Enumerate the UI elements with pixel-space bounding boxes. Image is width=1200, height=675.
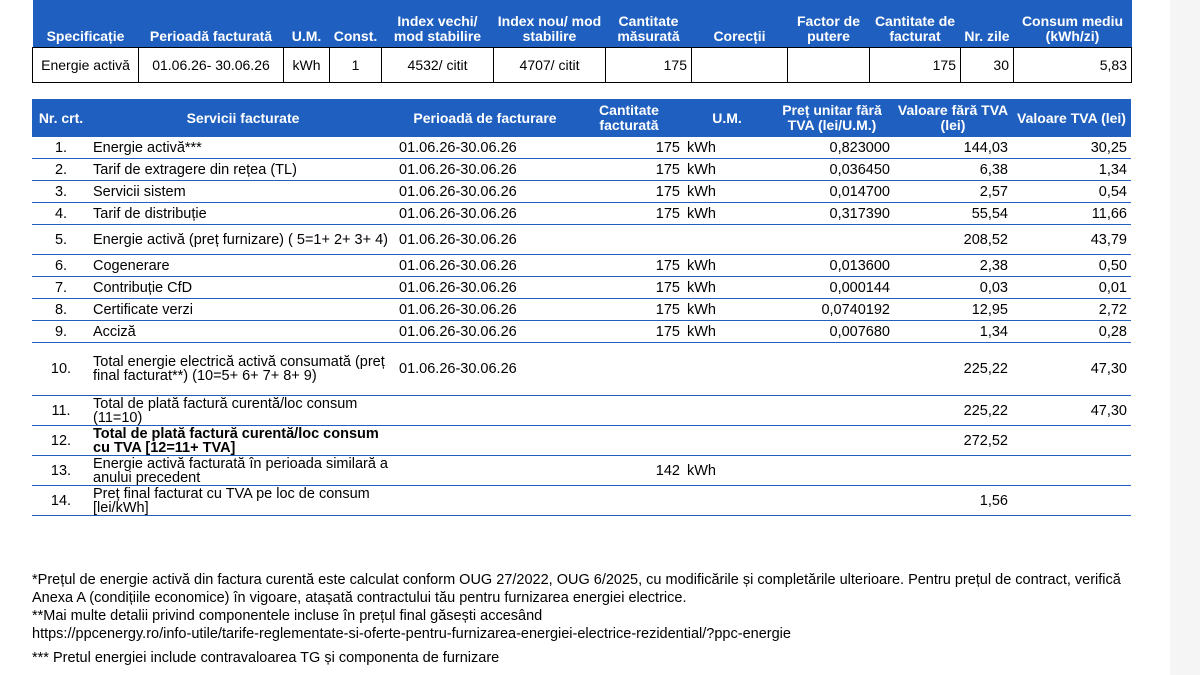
- footnote-3: *** Pretul energiei include contravaloarea TG și componenta de furnizare: [32, 650, 500, 666]
- cell-qty: 175: [574, 277, 684, 299]
- cell-value: 1,56: [894, 486, 1012, 516]
- table-row: [32, 426, 1131, 456]
- cell-um: kWh: [684, 203, 770, 225]
- cell-unit-price: 0,036450: [770, 159, 894, 181]
- meter-header-cell: Corecții: [692, 0, 788, 48]
- cell-vat: 1,34: [1012, 159, 1131, 181]
- cell-qty: 175: [574, 255, 684, 277]
- cell-um: [684, 486, 770, 516]
- cell-um: kWh: [684, 255, 770, 277]
- cell-value: 2,57: [894, 181, 1012, 203]
- cell-value: 144,03: [894, 137, 1012, 159]
- meter-reading-table: [32, 0, 1132, 83]
- cell-nr: 13.: [32, 456, 90, 486]
- footnote-link[interactable]: https://ppcenergy.ro/info-utile/tarife-reglementate-si-oferte-pentru-furnizarea-energiei-electrice-rezidential/?ppc-energie: [32, 626, 791, 642]
- cell-unit-price: 0,0740192: [770, 299, 894, 321]
- cell-period: [396, 456, 574, 486]
- table-row: [32, 225, 1131, 255]
- cell-nr: 4.: [32, 203, 90, 225]
- cell-value: 2,38: [894, 255, 1012, 277]
- meter-data-row: [33, 48, 1132, 83]
- cell-service: Total energie electrică activă consumată (preț final facturat**) (10=5+ 6+ 7+ 8+ 9): [90, 343, 396, 396]
- cell-unit-price: [770, 426, 894, 456]
- cell-um: kWh: [684, 456, 770, 486]
- meter-measured: 175: [606, 48, 692, 83]
- cell-value: [894, 456, 1012, 486]
- cell-nr: 5.: [32, 225, 90, 255]
- cell-qty: 175: [574, 299, 684, 321]
- meter-old-index: 4532/ citit: [382, 48, 494, 83]
- cell-um: kWh: [684, 321, 770, 343]
- cell-unit-price: [770, 486, 894, 516]
- cell-service: Energie activă***: [90, 137, 396, 159]
- meter-header-cell: Factor de putere: [788, 0, 870, 48]
- header-period: Perioadă de facturare: [396, 99, 574, 137]
- cell-period: [396, 486, 574, 516]
- table-row: [32, 321, 1131, 343]
- cell-qty: 142: [574, 456, 684, 486]
- cell-qty: 175: [574, 203, 684, 225]
- cell-vat: 43,79: [1012, 225, 1131, 255]
- cell-um: [684, 396, 770, 426]
- cell-period: 01.06.26-30.06.26: [396, 181, 574, 203]
- cell-nr: 9.: [32, 321, 90, 343]
- cell-qty: [574, 396, 684, 426]
- cell-value: 208,52: [894, 225, 1012, 255]
- cell-unit-price: 0,013600: [770, 255, 894, 277]
- cell-service: Total de plată factură curentă/loc consum cu TVA [12=11+ TVA]: [90, 426, 396, 456]
- meter-header-cell: Consum mediu (kWh/zi): [1014, 0, 1132, 48]
- services-body: [32, 137, 1131, 516]
- cell-period: [396, 396, 574, 426]
- cell-um: kWh: [684, 137, 770, 159]
- cell-service: Preț final facturat cu TVA pe loc de consum [lei/kWh]: [90, 486, 396, 516]
- cell-nr: 8.: [32, 299, 90, 321]
- table-row: [32, 137, 1131, 159]
- cell-qty: 175: [574, 159, 684, 181]
- cell-service: Tarif de extragere din rețea (TL): [90, 159, 396, 181]
- cell-period: 01.06.26-30.06.26: [396, 137, 574, 159]
- meter-header-cell: Nr. zile: [961, 0, 1014, 48]
- scrollbar-track[interactable]: [1170, 0, 1200, 675]
- meter-period: 01.06.26- 30.06.26: [139, 48, 284, 83]
- cell-nr: 1.: [32, 137, 90, 159]
- cell-period: 01.06.26-30.06.26: [396, 321, 574, 343]
- table-row: [32, 343, 1131, 396]
- meter-header-cell: Cantitate de facturat: [870, 0, 961, 48]
- meter-const: 1: [330, 48, 382, 83]
- cell-qty: 175: [574, 181, 684, 203]
- cell-qty: [574, 486, 684, 516]
- cell-vat: [1012, 486, 1131, 516]
- meter-avg: 5,83: [1014, 48, 1132, 83]
- cell-period: 01.06.26-30.06.26: [396, 277, 574, 299]
- cell-nr: 6.: [32, 255, 90, 277]
- header-vat: Valoare TVA (lei): [1012, 99, 1131, 137]
- footnote-1: *Prețul de energie activă din factura curentă este calculat conform OUG 27/2022, OUG 6/2025, cu modificările și completările ulterioare. Pentru prețul de contract, verifică Anexa A (condițiile economice) în vigoare, atașată contractului tău pentru furnizarea energiei electrice.: [32, 572, 1121, 606]
- cell-um: [684, 343, 770, 396]
- meter-corrections: [692, 48, 788, 83]
- cell-value: 225,22: [894, 343, 1012, 396]
- cell-vat: 0,28: [1012, 321, 1131, 343]
- cell-um: [684, 426, 770, 456]
- cell-vat: 11,66: [1012, 203, 1131, 225]
- cell-vat: 2,72: [1012, 299, 1131, 321]
- cell-nr: 12.: [32, 426, 90, 456]
- cell-vat: 47,30: [1012, 396, 1131, 426]
- cell-period: 01.06.26-30.06.26: [396, 225, 574, 255]
- meter-header-cell: Index vechi/ mod stabilire: [382, 0, 494, 48]
- table-row: [32, 159, 1131, 181]
- cell-period: 01.06.26-30.06.26: [396, 299, 574, 321]
- table-row: [32, 255, 1131, 277]
- cell-unit-price: 0,317390: [770, 203, 894, 225]
- meter-header-cell: Perioadă facturată: [139, 0, 284, 48]
- meter-um: kWh: [284, 48, 330, 83]
- cell-nr: 7.: [32, 277, 90, 299]
- cell-nr: 10.: [32, 343, 90, 396]
- cell-nr: 14.: [32, 486, 90, 516]
- cell-period: [396, 426, 574, 456]
- cell-value: 225,22: [894, 396, 1012, 426]
- cell-value: 0,03: [894, 277, 1012, 299]
- header-value-no-vat: Valoare fără TVA (lei): [894, 99, 1012, 137]
- header-service: Servicii facturate: [90, 99, 396, 137]
- cell-service: Tarif de distribuție: [90, 203, 396, 225]
- cell-service: Energie activă facturată în perioada similară a anului precedent: [90, 456, 396, 486]
- table-row: [32, 396, 1131, 426]
- cell-unit-price: 0,823000: [770, 137, 894, 159]
- billed-services-table: [32, 99, 1131, 516]
- cell-nr: 3.: [32, 181, 90, 203]
- cell-service: Acciză: [90, 321, 396, 343]
- header-um: U.M.: [684, 99, 770, 137]
- table-row: [32, 203, 1131, 225]
- cell-value: 12,95: [894, 299, 1012, 321]
- cell-unit-price: 0,014700: [770, 181, 894, 203]
- cell-vat: 0,50: [1012, 255, 1131, 277]
- cell-value: 55,54: [894, 203, 1012, 225]
- cell-qty: [574, 343, 684, 396]
- cell-nr: 11.: [32, 396, 90, 426]
- meter-header-cell: Index nou/ mod stabilire: [494, 0, 606, 48]
- meter-power-factor: [788, 48, 870, 83]
- cell-vat: 0,01: [1012, 277, 1131, 299]
- meter-new-index: 4707/ citit: [494, 48, 606, 83]
- table-row: [32, 456, 1131, 486]
- cell-unit-price: 0,007680: [770, 321, 894, 343]
- meter-header-cell: Cantitate măsurată: [606, 0, 692, 48]
- meter-header-cell: Const.: [330, 0, 382, 48]
- cell-period: 01.06.26-30.06.26: [396, 343, 574, 396]
- cell-value: 1,34: [894, 321, 1012, 343]
- cell-vat: [1012, 426, 1131, 456]
- cell-service: Certificate verzi: [90, 299, 396, 321]
- cell-um: kWh: [684, 159, 770, 181]
- meter-billed-qty: 175: [870, 48, 961, 83]
- cell-service: Contribuție CfD: [90, 277, 396, 299]
- footnotes: [32, 571, 1152, 667]
- cell-unit-price: [770, 396, 894, 426]
- cell-vat: 47,30: [1012, 343, 1131, 396]
- cell-vat: 0,54: [1012, 181, 1131, 203]
- cell-qty: [574, 426, 684, 456]
- cell-service: Cogenerare: [90, 255, 396, 277]
- cell-period: 01.06.26-30.06.26: [396, 159, 574, 181]
- cell-service: Energie activă (preț furnizare) ( 5=1+ 2+ 3+ 4): [90, 225, 396, 255]
- cell-nr: 2.: [32, 159, 90, 181]
- cell-value: 6,38: [894, 159, 1012, 181]
- footnote-2: **Mai multe detalii privind componentele incluse în prețul final găsești accesând: [32, 608, 543, 624]
- table-row: [32, 299, 1131, 321]
- cell-unit-price: [770, 343, 894, 396]
- cell-period: 01.06.26-30.06.26: [396, 203, 574, 225]
- table-row: [32, 181, 1131, 203]
- meter-spec: Energie activă: [33, 48, 139, 83]
- cell-um: kWh: [684, 277, 770, 299]
- cell-um: kWh: [684, 181, 770, 203]
- header-qty: Cantitate facturată: [574, 99, 684, 137]
- cell-qty: 175: [574, 321, 684, 343]
- cell-unit-price: 0,000144: [770, 277, 894, 299]
- meter-header-cell: U.M.: [284, 0, 330, 48]
- cell-period: 01.06.26-30.06.26: [396, 255, 574, 277]
- table-row: [32, 486, 1131, 516]
- table-row: [32, 277, 1131, 299]
- cell-um: kWh: [684, 299, 770, 321]
- cell-vat: 30,25: [1012, 137, 1131, 159]
- services-header-row: [32, 99, 1131, 137]
- cell-value: 272,52: [894, 426, 1012, 456]
- cell-unit-price: [770, 225, 894, 255]
- cell-qty: [574, 225, 684, 255]
- cell-qty: 175: [574, 137, 684, 159]
- meter-header-cell: Specificație: [33, 0, 139, 48]
- cell-vat: [1012, 456, 1131, 486]
- meter-days: 30: [961, 48, 1014, 83]
- meter-header-row: [33, 0, 1132, 48]
- cell-service: Servicii sistem: [90, 181, 396, 203]
- cell-unit-price: [770, 456, 894, 486]
- header-nr: Nr. crt.: [32, 99, 90, 137]
- cell-um: [684, 225, 770, 255]
- cell-service: Total de plată factură curentă/loc consum (11=10): [90, 396, 396, 426]
- header-unit-price: Preț unitar fără TVA (lei/U.M.): [770, 99, 894, 137]
